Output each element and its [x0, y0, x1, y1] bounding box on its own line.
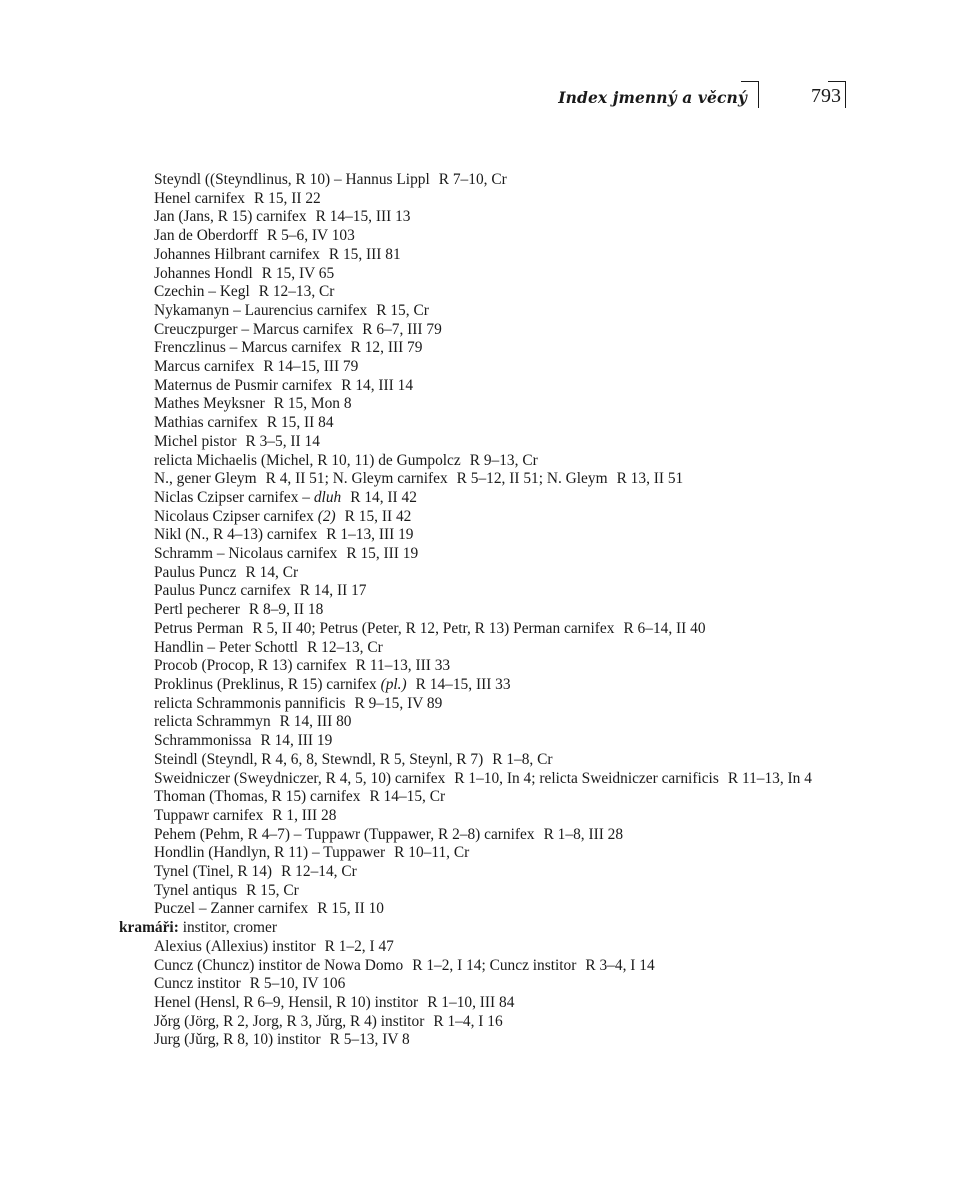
entry-name: Pehem (Pehm, R 4–7) – Tuppawr (Tuppawer, R 2–8) carnifex — [154, 825, 535, 843]
index-entries — [119, 171, 854, 1050]
entry-reference: R 14–15, III 33 — [415, 675, 511, 693]
index-entry — [119, 433, 854, 452]
entry-reference: R 13, II 51 — [616, 470, 684, 488]
index-entry — [119, 639, 854, 658]
index-entry — [119, 676, 854, 695]
entry-reference: R 5–10, IV 106 — [249, 975, 346, 993]
entry-reference: R 15, II 10 — [317, 900, 384, 918]
index-entry — [119, 994, 854, 1013]
index-entry — [119, 470, 854, 489]
index-entry — [119, 863, 854, 882]
index-entry — [119, 452, 854, 471]
entry-name: Schrammonissa — [154, 732, 252, 750]
entry-reference: R 12–14, Cr — [281, 863, 357, 881]
entry-name: Pertl pecherer — [154, 601, 240, 619]
entry-reference: R 15, Cr — [376, 301, 429, 319]
entry-reference: R 1, III 28 — [272, 806, 337, 824]
entry-reference: R 15, II 22 — [254, 189, 321, 207]
index-entry — [119, 601, 854, 620]
entry-name: Tynel antiqus — [154, 881, 238, 899]
entry-reference: R 15, III 19 — [346, 545, 419, 563]
index-entry — [119, 732, 854, 751]
entry-name: Thoman (Thomas, R 15) carnifex — [154, 788, 361, 806]
entry-reference: R 4, II 51; N. Gleym carnifex — [265, 470, 448, 488]
index-entry — [119, 171, 854, 190]
index-entry — [119, 788, 854, 807]
index-entry — [119, 208, 854, 227]
index-entry — [119, 246, 854, 265]
index-entry — [119, 826, 854, 845]
page-number: 793 — [811, 85, 841, 107]
entry-reference: R 11–13, III 33 — [355, 657, 451, 675]
entry-note: dluh — [313, 488, 342, 506]
entry-name: N., gener Gleym — [154, 470, 257, 488]
entry-reference: R 14–15, III 79 — [263, 358, 359, 376]
index-entry — [119, 564, 854, 583]
entry-reference: R 14–15, III 13 — [315, 208, 411, 226]
entry-name: Jurg (Jǔrg, R 8, 10) institor — [154, 1031, 321, 1049]
entry-reference: R 9–13, Cr — [469, 451, 538, 469]
index-entry — [119, 713, 854, 732]
entry-name: Steindl (Steyndl, R 4, 6, 8, Stewndl, R 5, Steynl, R 7) — [154, 750, 484, 768]
entry-name: Tuppawr carnifex — [154, 806, 264, 824]
index-entry — [119, 545, 854, 564]
entry-reference: R 15, IV 65 — [261, 264, 335, 282]
entry-name: Marcus carnifex — [154, 358, 255, 376]
entry-reference: R 9–15, IV 89 — [354, 694, 443, 712]
entry-name: Steyndl ((Steyndlinus, R 10) – Hannus Lippl — [154, 171, 430, 188]
entry-name: Puczel – Zanner carnifex — [154, 900, 309, 918]
entry-name: Michel pistor — [154, 432, 237, 450]
index-entry — [119, 844, 854, 863]
entry-reference: R 15, Mon 8 — [273, 395, 352, 413]
header-title: Index jmenný a věcný — [558, 88, 747, 107]
entry-reference: R 5–13, IV 8 — [329, 1031, 410, 1049]
index-entry — [119, 302, 854, 321]
entry-reference: R 1–2, I 47 — [324, 937, 394, 955]
index-entry — [119, 377, 854, 396]
entry-name: Procob (Procop, R 13) carnifex — [154, 657, 347, 675]
entry-name: Hondlin (Handlyn, R 11) – Tuppawer — [154, 844, 386, 862]
entry-reference: R 3–4, I 14 — [585, 956, 655, 974]
index-entry — [119, 751, 854, 770]
entry-name: Jǒrg (Jörg, R 2, Jorg, R 3, Jǔrg, R 4) institor — [154, 1012, 425, 1030]
entry-name: Mathias carnifex — [154, 414, 258, 432]
entry-reference: R 14, III 19 — [260, 732, 333, 750]
index-entry — [119, 358, 854, 377]
index-entry — [119, 900, 854, 919]
entry-name: Maternus de Pusmir carnifex — [154, 376, 333, 394]
entry-name: Paulus Puncz — [154, 563, 237, 581]
entry-reference: R 1–8, Cr — [492, 750, 553, 768]
page-number-bracket-decoration — [828, 81, 846, 108]
index-entry — [119, 695, 854, 714]
entry-reference: R 12–13, Cr — [307, 638, 383, 656]
entry-reference: R 1–8, III 28 — [543, 825, 624, 843]
section-heading-text: institor, cromer — [182, 919, 277, 937]
entry-reference: R 11–13, In 4 — [727, 769, 812, 787]
entry-name: Tynel (Tinel, R 14) — [154, 863, 273, 881]
index-entry — [119, 321, 854, 340]
entry-reference: R 1–13, III 19 — [326, 526, 414, 544]
index-entry — [119, 882, 854, 901]
header-bracket-decoration — [741, 81, 759, 108]
index-entry — [119, 1031, 854, 1050]
entry-name: relicta Schrammonis pannificis — [154, 694, 346, 712]
entry-reference: R 14, III 80 — [279, 713, 352, 731]
entry-name: Nikl (N., R 4–13) carnifex — [154, 526, 318, 544]
entry-name: Johannes Hondl — [154, 264, 253, 282]
section-heading-term: kramáři: — [119, 919, 179, 937]
entry-reference: R 5, II 40; Petrus (Peter, R 12, Petr, R 13) Perman carnifex — [252, 619, 615, 637]
entry-note: (2) — [317, 507, 336, 525]
entry-reference: R 14, III 14 — [341, 376, 414, 394]
entry-name: Frenczlinus – Marcus carnifex — [154, 339, 342, 357]
index-entry — [119, 807, 854, 826]
entry-name: Nykamanyn – Laurencius carnifex — [154, 301, 368, 319]
index-entry — [119, 620, 854, 639]
entry-reference: R 5–6, IV 103 — [267, 227, 355, 245]
entry-name: relicta Schrammyn — [154, 713, 271, 731]
entry-reference: R 8–9, II 18 — [248, 601, 324, 619]
entry-reference: R 3–5, II 14 — [245, 432, 320, 450]
index-entry — [119, 526, 854, 545]
index-entry — [119, 508, 854, 527]
index-entry — [119, 657, 854, 676]
index-entry — [119, 395, 854, 414]
entry-name: Proklinus (Preklinus, R 15) carnifex — [154, 675, 377, 693]
entry-reference: R 14, II 42 — [350, 488, 417, 506]
entry-name: Mathes Meyksner — [154, 395, 265, 413]
index-entry — [119, 975, 854, 994]
entry-reference: R 12, III 79 — [350, 339, 423, 357]
entry-reference: R 1–10, III 84 — [427, 993, 515, 1011]
entry-reference: R 7–10, Cr — [438, 171, 507, 188]
index-entry — [119, 770, 854, 789]
entry-name: Schramm – Nicolaus carnifex — [154, 545, 338, 563]
index-entry — [119, 414, 854, 433]
entry-note: (pl.) — [380, 675, 407, 693]
index-entry — [119, 265, 854, 284]
index-entry — [119, 582, 854, 601]
entry-reference: R 15, II 42 — [344, 507, 412, 525]
entry-reference: R 14, II 17 — [299, 582, 367, 600]
index-entry — [119, 957, 854, 976]
entry-name: Sweidniczer (Sweydniczer, R 4, 5, 10) carnifex — [154, 769, 446, 787]
entry-name: Henel (Hensl, R 6–9, Hensil, R 10) institor — [154, 993, 419, 1011]
entry-name: Cuncz (Chuncz) institor de Nowa Domo — [154, 956, 404, 974]
entry-name: Paulus Puncz carnifex — [154, 582, 291, 600]
entry-name: Handlin – Peter Schottl — [154, 638, 299, 656]
index-entry — [119, 339, 854, 358]
index-entry — [119, 1013, 854, 1032]
entry-name: relicta Michaelis (Michel, R 10, 11) de Gumpolcz — [154, 451, 461, 469]
entry-reference: R 14–15, Cr — [369, 788, 446, 806]
entry-name: Petrus Perman — [154, 619, 244, 637]
index-entry — [119, 283, 854, 302]
entry-name: Czechin – Kegl — [154, 283, 250, 301]
entry-reference: R 14, Cr — [245, 563, 299, 581]
entry-name: Johannes Hilbrant carnifex — [154, 245, 320, 263]
entry-reference: R 12–13, Cr — [258, 283, 335, 301]
index-entry — [119, 489, 854, 508]
entry-name: Cuncz institor — [154, 975, 241, 993]
entry-name: Nicolaus Czipser carnifex — [154, 507, 314, 525]
entry-reference: R 6–7, III 79 — [362, 320, 442, 338]
entry-reference: R 10–11, Cr — [394, 844, 470, 862]
entry-reference: R 15, III 81 — [328, 245, 401, 263]
entry-reference: R 5–12, II 51; N. Gleym — [456, 470, 608, 488]
entry-reference: R 15, Cr — [246, 881, 299, 899]
entry-reference: R 6–14, II 40 — [623, 619, 706, 637]
entry-reference: R 1–2, I 14; Cuncz institor — [412, 956, 577, 974]
entry-name: Jan (Jans, R 15) carnifex — [154, 208, 307, 226]
index-entry — [119, 190, 854, 209]
index-entry — [119, 938, 854, 957]
index-section-heading — [119, 919, 854, 938]
entry-name: Niclas Czipser carnifex – — [154, 488, 310, 506]
entry-name: Alexius (Allexius) institor — [154, 937, 316, 955]
entry-reference: R 1–10, In 4; relicta Sweidniczer carnificis — [454, 769, 719, 787]
entry-reference: R 1–4, I 16 — [433, 1012, 503, 1030]
entry-reference: R 15, II 84 — [266, 414, 334, 432]
entry-name: Henel carnifex — [154, 189, 246, 207]
index-entry — [119, 227, 854, 246]
entry-name: Jan de Oberdorff — [154, 227, 258, 245]
entry-name: Creuczpurger – Marcus carnifex — [154, 320, 354, 338]
